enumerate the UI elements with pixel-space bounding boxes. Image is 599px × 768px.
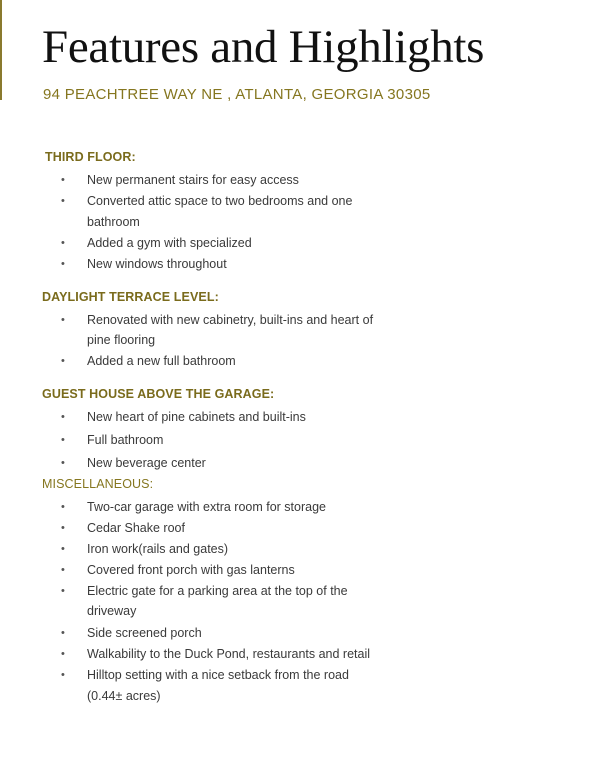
- list-item-text: Cedar Shake roof: [87, 521, 185, 535]
- bullet-icon: •: [61, 648, 65, 660]
- list-item-text: Added a gym with specialized: [87, 236, 252, 250]
- bullet-icon: •: [61, 543, 65, 555]
- accent-rule: [0, 0, 2, 100]
- list-item-text: (0.44± acres): [87, 689, 161, 703]
- list-item-text: Side screened porch: [87, 626, 202, 640]
- bullet-icon: •: [61, 237, 65, 249]
- bullet-icon: •: [61, 522, 65, 534]
- section-heading: DAYLIGHT TERRACE LEVEL:: [42, 290, 219, 304]
- list-item-text: Renovated with new cabinetry, built-ins and heart of: [87, 313, 374, 327]
- list-item-text: New beverage center: [87, 456, 206, 470]
- list-item-text: Full bathroom: [87, 433, 164, 447]
- page-title: Features and Highlights: [42, 21, 485, 73]
- bullet-icon: •: [61, 501, 65, 513]
- bullet-icon: •: [61, 585, 65, 597]
- bullet-icon: •: [61, 627, 65, 639]
- bullet-icon: •: [61, 355, 65, 367]
- list-item-text: pine flooring: [87, 333, 156, 347]
- list-item-text: Iron work(rails and gates): [87, 542, 229, 556]
- bullet-icon: •: [61, 314, 65, 326]
- bullet-icon: •: [61, 174, 65, 186]
- list-item-text: Two-car garage with extra room for storage: [87, 500, 326, 514]
- bullet-icon: •: [61, 195, 65, 207]
- bullet-icon: •: [61, 411, 65, 423]
- list-item-text: Walkability to the Duck Pond, restaurants and retail: [87, 647, 371, 661]
- property-address: 94 PEACHTREE WAY NE , ATLANTA, GEORGIA 30305: [43, 86, 431, 103]
- section-heading: MISCELLANEOUS:: [42, 477, 154, 491]
- list-item-text: Hilltop setting with a nice setback from the road: [87, 668, 349, 682]
- list-item-text: Electric gate for a parking area at the top of the: [87, 584, 348, 598]
- list-item-text: New permanent stairs for easy access: [87, 173, 299, 187]
- list-item-text: New heart of pine cabinets and built-ins: [87, 410, 306, 424]
- bullet-icon: •: [61, 669, 65, 681]
- section-heading: THIRD FLOOR:: [45, 150, 136, 164]
- bullet-icon: •: [61, 457, 65, 469]
- section-heading: GUEST HOUSE ABOVE THE GARAGE:: [42, 387, 275, 401]
- bullet-icon: •: [61, 434, 65, 446]
- bullet-icon: •: [61, 564, 65, 576]
- list-item-text: bathroom: [87, 215, 140, 229]
- list-item-text: New windows throughout: [87, 257, 227, 271]
- list-item-text: Covered front porch with gas lanterns: [87, 563, 295, 577]
- bullet-icon: •: [61, 258, 65, 270]
- list-item-text: driveway: [87, 604, 137, 618]
- list-item-text: Converted attic space to two bedrooms and one: [87, 194, 353, 208]
- list-item-text: Added a new full bathroom: [87, 354, 236, 368]
